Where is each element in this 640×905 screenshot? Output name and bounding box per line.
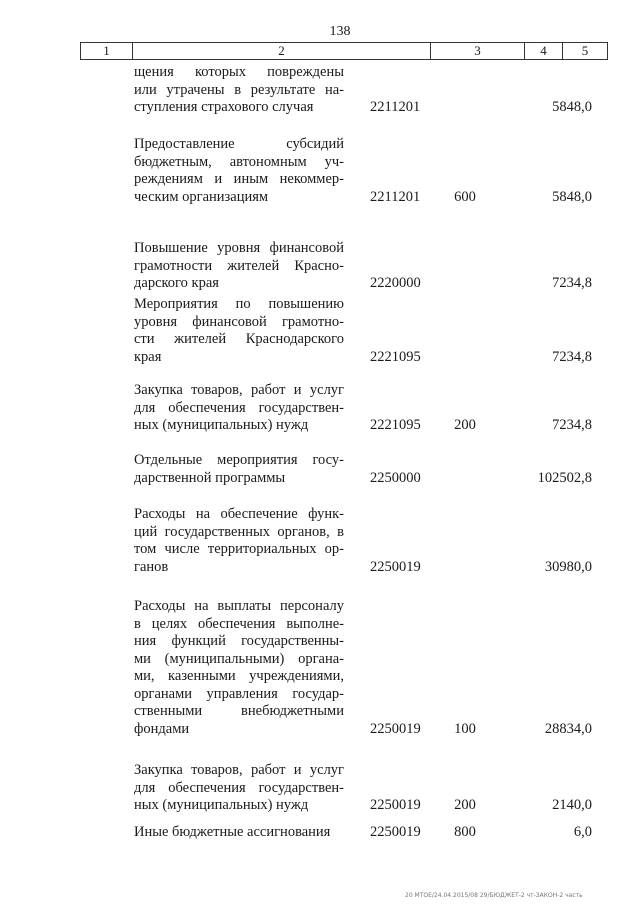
row-description <box>134 598 344 738</box>
row-amount: 7234,8 <box>552 275 592 291</box>
row-expense-type: 200 <box>454 797 476 813</box>
row-amount: 102502,8 <box>537 469 592 486</box>
row-amount: 6,0 <box>573 824 592 840</box>
row-expense-type: 800 <box>454 824 476 840</box>
description-line: Отдельные мероприятия госу- <box>134 452 344 468</box>
header-col-5: 5 <box>581 43 589 58</box>
description-line: дарского края <box>134 275 219 291</box>
description-line: Иные бюджетные ассигнования <box>134 824 331 840</box>
row-description <box>134 136 344 206</box>
row-code: 2221095 <box>370 348 421 365</box>
description-line: для обеспечения государствен- <box>134 779 344 796</box>
header-col-2: 2 <box>133 43 431 59</box>
row-description <box>134 452 344 487</box>
row-code: 2221095 <box>370 417 421 433</box>
header-col-3: 3 <box>431 43 525 59</box>
description-line: уровня финансовой грамотно- <box>134 313 344 330</box>
description-line: грамотности жителей Красно- <box>134 257 344 274</box>
row-description <box>134 296 344 366</box>
description-line: края <box>134 348 162 365</box>
row-code: 2211201 <box>370 188 421 205</box>
description-line: для обеспечения государствен- <box>134 399 344 416</box>
description-line: ми (муниципальными) органа- <box>134 650 344 667</box>
row-code: 2250019 <box>370 720 421 737</box>
description-line: ных (муниципальных) нужд <box>134 417 309 433</box>
row-code: 2250019 <box>370 824 421 840</box>
description-line: Закупка товаров, работ и услуг <box>134 382 344 398</box>
row-amount: 30980,0 <box>544 558 592 575</box>
row-code: 2250000 <box>370 469 421 486</box>
description-line: ми, казенными учреждениями, <box>134 668 344 684</box>
row-code: 2211201 <box>370 99 421 115</box>
row-expense-type: 600 <box>454 188 476 205</box>
description-line: дарственной программы <box>134 469 286 486</box>
description-line: или утрачены в результате на- <box>134 81 344 98</box>
description-line: ступления страхового случая <box>134 99 314 115</box>
description-line: щения которых повреждены <box>134 64 344 80</box>
description-line: Закупка товаров, работ и услуг <box>134 762 344 778</box>
row-description <box>134 382 344 435</box>
description-line: том числе территориальных ор- <box>134 541 344 557</box>
row-amount: 5848,0 <box>552 99 592 115</box>
description-line: Повышение уровня финансовой <box>134 240 344 256</box>
row-code: 2250019 <box>370 558 421 575</box>
description-line: ственными внебюджетными <box>134 703 344 719</box>
header-col-1: 1 <box>81 43 133 59</box>
row-amount: 7234,8 <box>552 348 592 365</box>
table-header <box>80 42 608 60</box>
description-line: ных (муниципальных) нужд <box>134 797 309 813</box>
description-line: ческим организациям <box>134 188 269 205</box>
row-expense-type: 100 <box>454 720 476 737</box>
row-description <box>134 762 344 815</box>
row-description <box>134 64 344 117</box>
footer-note: 20 МТОЕ/24.04.2015/08 29/БЮДЖЕТ-2 чт-ЗАКОН-2 часть <box>405 892 583 899</box>
description-line: реждениям и иным некоммер- <box>134 171 344 187</box>
description-line: ций государственных органов, в <box>134 523 344 540</box>
row-amount: 7234,8 <box>552 417 592 433</box>
row-amount: 5848,0 <box>552 188 592 205</box>
row-description <box>134 240 344 293</box>
row-code: 2220000 <box>370 275 421 291</box>
description-line: Расходы на обеспечение функ- <box>134 506 344 522</box>
description-line: Мероприятия по повышению <box>134 296 344 312</box>
header-col-4: 4 <box>525 43 563 59</box>
row-code: 2250019 <box>370 797 421 813</box>
description-line: органами управления государ- <box>134 685 344 702</box>
row-description <box>134 506 344 576</box>
description-line: ганов <box>134 558 169 575</box>
row-description <box>134 824 344 842</box>
description-line: Расходы на выплаты персоналу <box>134 598 344 614</box>
description-line: Предоставление субсидий <box>134 136 344 152</box>
description-line: ния функций государственны- <box>134 633 344 649</box>
description-line: бюджетным, автономным уч- <box>134 153 344 170</box>
description-line: в целях обеспечения выполне- <box>134 615 344 632</box>
row-amount: 28834,0 <box>544 720 592 737</box>
description-line: сти жителей Краснодарского <box>134 331 344 347</box>
page-number: 138 <box>329 24 351 39</box>
description-line: фондами <box>134 720 190 737</box>
row-expense-type: 200 <box>454 417 476 433</box>
row-amount: 2140,0 <box>552 797 592 813</box>
